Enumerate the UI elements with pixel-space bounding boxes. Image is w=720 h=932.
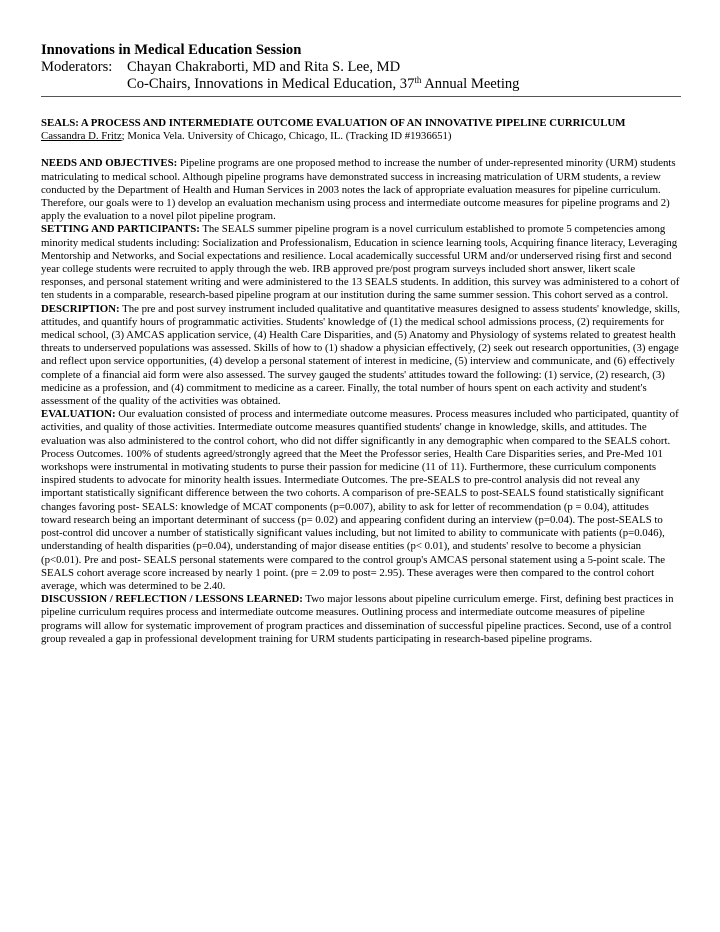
abstract-body xyxy=(41,157,681,646)
moderators-names: Chayan Chakraborti, MD and Rita S. Lee, MD xyxy=(127,59,401,75)
section-heading: EVALUATION: xyxy=(41,408,116,421)
abstract-title: SEALS: A PROCESS AND INTERMEDIATE OUTCOME EVALUATION OF AN INNOVATIVE PIPELINE CURRICULUM xyxy=(41,117,626,129)
section-text: Our evaluation consisted of process and intermediate outcome measures. Process measures included who participated, quantity of activities, and quality of those activities. Intermediate outcome measures quantified students' change in knowledge, skills, and attitudes. The evaluation was also administered to the control cohort, who did not differ significantly in any demographic when compared to the SEALS cohort. Process Outcomes. 100% of students agreed/strongly agreed that the Meet the Professor series, Health Care Disparities series, and Pre-Med 101 workshops were instrumental in motivating students to purse their passion for medicine (11 of 11). Furthermore, these curriculum components inspired students to advocate for minority health issues. Intermediate Outcomes. The pre-SEALS to pre-control analysis did not reveal any important statistically significant difference between the two cohorts. A comparison of pre-SEALS to post-SEALS found statistically significant changes favoring post- SEALS: knowledge of MCAT components (p=0.007), ability to ask for letter of recommendation (p = 0.04), attitudes toward research being an important determinant of success (p= 0.02) and appearing confident during an interview (p=0.04). The post-SEALS to post-control did uncover a number of statistically significant values including, but not limited to ability to communicate with patients (p=0.046), understanding of health disparities (p=0.04), understanding of major disease entities (p< 0.01), and students' resolve to become a physician (p<0.01). Pre and post- SEALS personal statements were compared to the control group's AMCAS personal statement using a 5-point scale. The SEALS cohort average score increased by nearly 1 point. (pre = 2.09 to post= 2.95). These averages were then compared to the control cohort average, which was determined to be 2.40. xyxy=(41,408,679,592)
section-discussion xyxy=(41,593,681,646)
section-text: The pre and post survey instrument included qualitative and quantitative measures designed to assess students' knowledge, skills, attitudes, and quantify hours of programmatic activities. Students' knowledge of (1) the medical school admissions process, (2) requirements for medical school, (3) AMCAS application service, (4) Health Care Disparities, and (5) Anatomy and Physiology of systems related to greatest health threats to underserved populations was assessed. Skills of how to (1) shadow a physician effectively, (2) seek out research opportunities, (3) engage and reflect upon service opportunities, (4) develop a personal statement of interest in medicine, (5) interview and communicate, and (6) effectively complete of a financial aid form were also assessed. The survey gauged the students' attitudes toward the following: (1) service, (2) research, (3) medicine as a profession, and (4) commitment to medicine as a career. Finally, the total number of hours spent on each activity and student's assessment of the quality of the activities was obtained. xyxy=(41,302,680,408)
moderators-row xyxy=(41,59,681,76)
cochairs-prefix: Co-Chairs, Innovations in Medical Education, 37 xyxy=(127,76,415,92)
section-setting-participants xyxy=(41,223,681,302)
document-page xyxy=(41,42,681,646)
session-title: Innovations in Medical Education Session xyxy=(41,42,302,58)
other-authors-affiliation: ; Monica Vela. University of Chicago, Chicago, IL. (Tracking ID #1936651) xyxy=(121,130,452,143)
section-needs-objectives xyxy=(41,157,681,223)
cochairs-suffix: Annual Meeting xyxy=(421,76,520,92)
section-heading: DESCRIPTION: xyxy=(41,302,120,315)
abstract-authors xyxy=(41,130,681,143)
section-evaluation xyxy=(41,408,681,593)
header-divider xyxy=(41,96,681,97)
section-heading: SETTING AND PARTICIPANTS: xyxy=(41,223,200,236)
cochairs-spacer xyxy=(41,76,127,93)
section-text: Pipeline programs are one proposed method to increase the number of under-represented minority (URM) students matriculating to medical school. Although pipeline programs have demonstrated success in increasing matriculation of URM students, a review conducted by the Department of Health and Human Services in 2003 notes the lack of appropriate evaluation measures for pipeline curriculum. Therefore, our goals were to 1) develop an evaluation mechanism using process and intermediate outcome measures for pipeline programs and 2) apply the evaluation to a novel pilot pipeline program. xyxy=(41,157,676,223)
section-heading: NEEDS AND OBJECTIVES: xyxy=(41,157,178,170)
section-text: The SEALS summer pipeline program is a novel curriculum established to promote 5 competencies among minority medical students including: Socialization and Professionalism, Education in science learning tools, Acquiring finance literacy, Leveraging Mentorship and Networks, and Social expectations and resilience. Local academically successful URM and/or underserved rising first and second year college students were recruited to apply through the web. IRB approved pre/post program surveys included short answer, likert scale responses, and personal statement writing and were administered to the 13 SEALS students. In addition, this survey was administered to a cohort of ten students in a comparable, research-based pipeline program at our institution during the same summer session. This cohort served as a control. xyxy=(41,223,680,302)
cochairs-line xyxy=(127,76,681,93)
moderators-label: Moderators: xyxy=(41,59,113,75)
first-author: Cassandra D. Fritz xyxy=(41,130,122,143)
section-description xyxy=(41,303,681,409)
section-heading: DISCUSSION / REFLECTION / LESSONS LEARNED: xyxy=(41,593,303,606)
cochairs-ordinal: th xyxy=(414,75,422,85)
cochairs-row xyxy=(41,76,681,93)
section-text: Two major lessons about pipeline curriculum emerge. First, defining best practices in pipeline curriculum requires process and intermediate outcome measures. Outlining process and intermediate outcome measures of pipeline programs will allow for systematic improvement of program practices and dissemination of successful pipeline practices. Second, use of a control group revealed a gap in professional development training for URM students participating in research-based pipeline programs. xyxy=(41,593,674,645)
